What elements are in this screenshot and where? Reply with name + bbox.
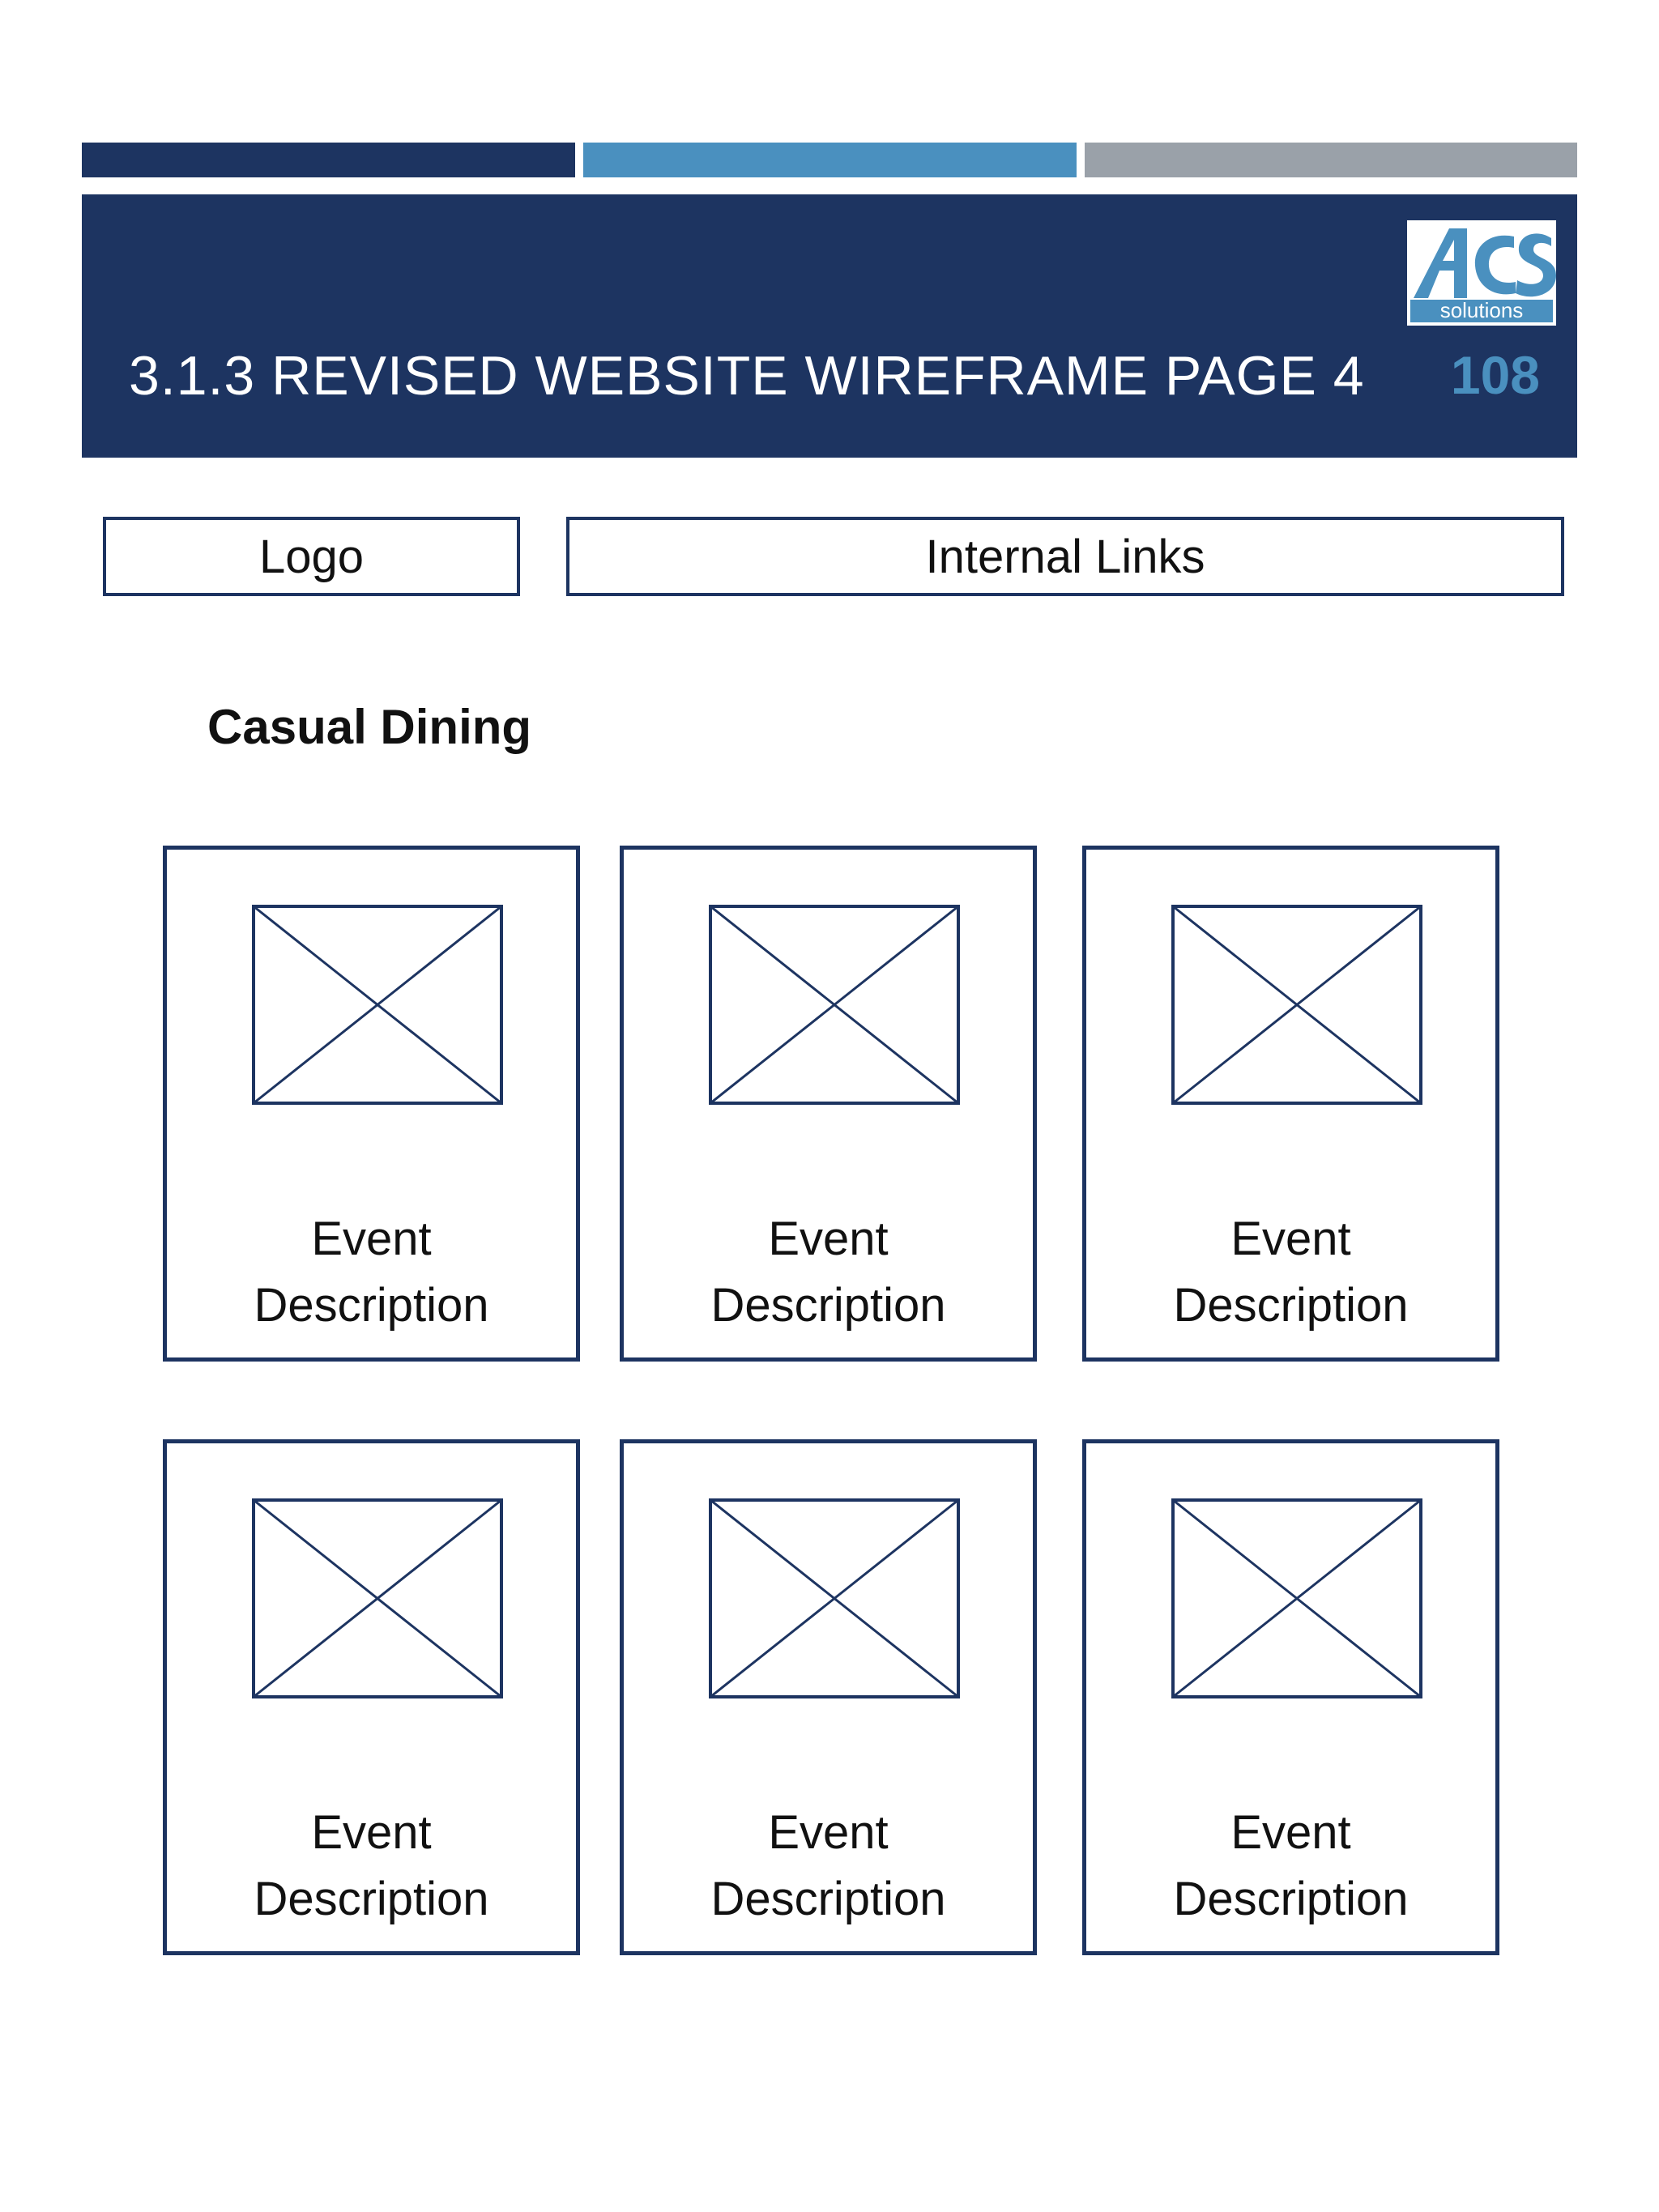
event-description-line2: Description [254, 1873, 489, 1925]
page-title: 3.1.3 REVISED WEBSITE WIREFRAME PAGE 4 [129, 345, 1365, 407]
acs-solutions-logo [1407, 220, 1556, 326]
accent-bar-navy [82, 143, 575, 177]
image-placeholder-icon [709, 1498, 960, 1698]
logo-placeholder[interactable] [103, 517, 520, 596]
event-description-line2: Description [254, 1279, 489, 1332]
slide-header [82, 194, 1577, 458]
event-card[interactable] [620, 1439, 1037, 1955]
accent-bar-blue [583, 143, 1077, 177]
event-description-line2: Description [710, 1279, 946, 1332]
event-description [167, 1800, 576, 1933]
acs-logo-subtext: solutions [1439, 298, 1524, 322]
event-description-line1: Event [311, 1213, 432, 1265]
image-placeholder-icon [252, 1498, 503, 1698]
page-number: 108 [1450, 345, 1540, 405]
logo-placeholder-label: Logo [258, 530, 365, 583]
event-description-line1: Event [768, 1806, 889, 1859]
event-description-line1: Event [1230, 1213, 1351, 1265]
event-description [167, 1206, 576, 1339]
image-placeholder-icon [709, 905, 960, 1105]
internal-links-label: Internal Links [925, 530, 1205, 583]
event-description [624, 1206, 1033, 1339]
accent-bar-gray [1085, 143, 1577, 177]
event-description [1086, 1800, 1495, 1933]
event-description-line1: Event [768, 1213, 889, 1265]
event-card[interactable] [163, 1439, 580, 1955]
event-card[interactable] [1082, 1439, 1499, 1955]
event-description [624, 1800, 1033, 1933]
event-description-line2: Description [1173, 1279, 1409, 1332]
event-card[interactable] [163, 846, 580, 1362]
event-description-line1: Event [1230, 1806, 1351, 1859]
image-placeholder-icon [1171, 1498, 1422, 1698]
image-placeholder-icon [1171, 905, 1422, 1105]
event-description [1086, 1206, 1495, 1339]
event-card[interactable] [620, 846, 1037, 1362]
event-description-line2: Description [710, 1873, 946, 1925]
image-placeholder-icon [252, 905, 503, 1105]
section-title: Casual Dining [207, 700, 532, 754]
internal-links-bar[interactable] [566, 517, 1564, 596]
event-card[interactable] [1082, 846, 1499, 1362]
event-description-line1: Event [311, 1806, 432, 1859]
event-description-line2: Description [1173, 1873, 1409, 1925]
